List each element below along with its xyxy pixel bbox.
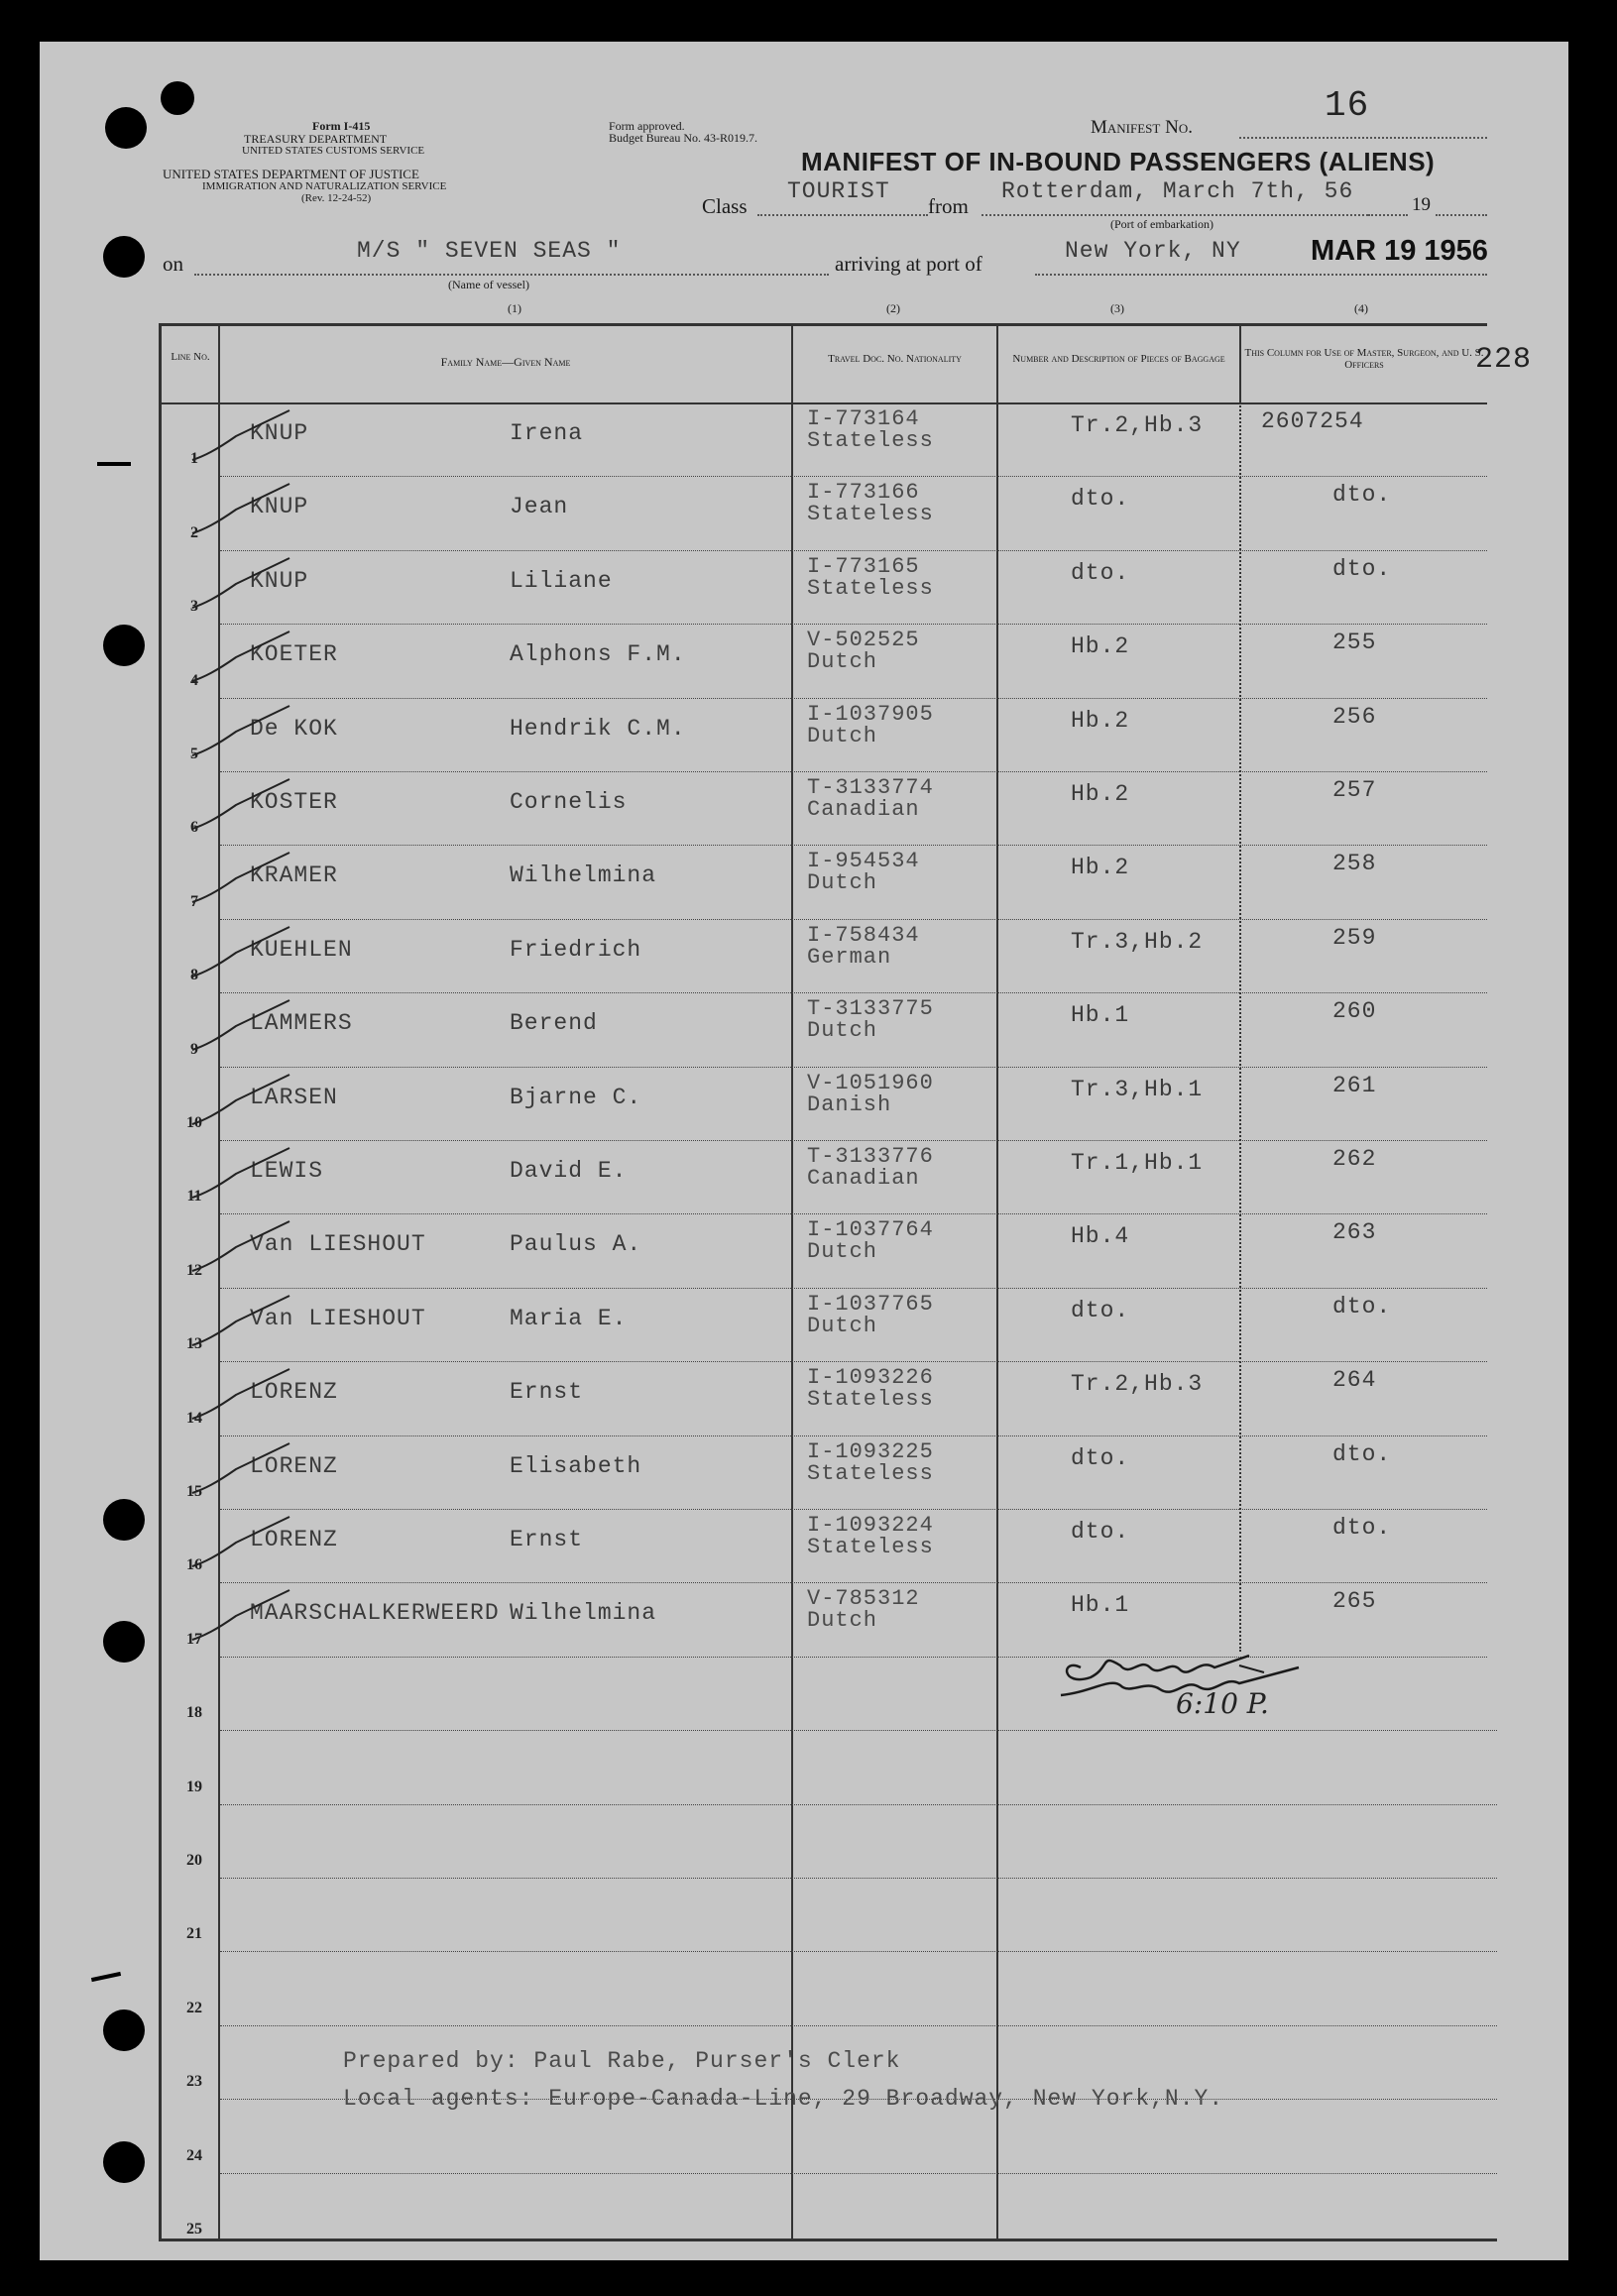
travel-doc-no: T-3133774 [807, 775, 934, 800]
col-number-3: (3) [1110, 301, 1124, 315]
line-number: 20 [186, 1852, 202, 1869]
line-number: 1 [190, 450, 198, 467]
travel-doc-no: I-954534 [807, 849, 920, 873]
baggage: Hb.2 [1071, 708, 1130, 734]
check-mark-icon [186, 1071, 295, 1140]
line-number: 6 [190, 819, 198, 836]
row-divider [220, 1361, 1487, 1362]
family-name: LARSEN [250, 1085, 338, 1110]
line-number: 12 [186, 1262, 202, 1279]
vessel-caption: (Name of vessel) [448, 278, 529, 291]
travel-doc-no: T-3133775 [807, 996, 934, 1021]
header-baggage: Number and Description of Pieces of Baggage [1012, 353, 1225, 365]
arriving-label: arriving at port of [835, 252, 982, 276]
travel-doc-no: V-785312 [807, 1586, 920, 1611]
nationality: Stateless [807, 1461, 934, 1486]
given-name: Alphons F.M. [510, 641, 686, 667]
baggage: Tr.2,Hb.3 [1071, 412, 1204, 438]
check-mark-icon [186, 849, 295, 918]
line-number: 7 [190, 893, 198, 910]
officer-note: dto. [1332, 482, 1392, 508]
given-name: Friedrich [510, 937, 642, 963]
baggage: dto. [1071, 1298, 1130, 1323]
line-number: 22 [186, 2000, 202, 2016]
family-name: KRAMER [250, 862, 338, 888]
prepared-by: Prepared by: Paul Rabe, Purser's Clerk [343, 2048, 901, 2074]
punch-hole [103, 236, 145, 278]
travel-doc-no: V-1051960 [807, 1071, 934, 1095]
check-mark-icon [186, 480, 295, 549]
officer-note: 2607254 [1261, 408, 1364, 434]
row-divider [220, 1288, 1487, 1289]
travel-doc-no: I-1093226 [807, 1365, 934, 1390]
row-divider [220, 771, 1487, 772]
nationality: Dutch [807, 870, 878, 895]
punch-hole [161, 81, 194, 115]
line-number: 3 [190, 598, 198, 615]
given-name: Maria E. [510, 1306, 628, 1331]
form-approved: Form approved. [609, 119, 685, 133]
baggage: Hb.1 [1071, 1592, 1130, 1618]
family-name: LORENZ [250, 1453, 338, 1479]
officer-note: 261 [1332, 1073, 1377, 1098]
nationality: German [807, 945, 892, 970]
punch-hole [103, 1499, 145, 1541]
given-name: Berend [510, 1010, 598, 1036]
line-number: 5 [190, 746, 198, 762]
baggage: dto. [1071, 560, 1130, 586]
row-divider [220, 550, 1487, 551]
officer-note: 264 [1332, 1367, 1377, 1393]
given-name: Bjarne C. [510, 1085, 642, 1110]
row-divider [220, 1509, 1487, 1510]
nationality: Canadian [807, 1166, 920, 1191]
arrival-date-stamp: MAR 19 1956 [1311, 235, 1488, 267]
travel-doc-no: I-1037905 [807, 702, 934, 727]
travel-doc-no: V-502525 [807, 628, 920, 652]
family-name: LEWIS [250, 1158, 324, 1184]
officer-note: 256 [1332, 704, 1377, 730]
officer-note: 259 [1332, 925, 1377, 951]
row-divider [220, 1730, 1497, 1731]
family-name: KOSTER [250, 789, 338, 815]
manifest-title: MANIFEST OF IN-BOUND PASSENGERS (ALIENS) [801, 147, 1436, 176]
nationality: Canadian [807, 797, 920, 822]
class-label: Class [702, 194, 748, 218]
col-number-4: (4) [1354, 301, 1368, 315]
port-embarkation-caption: (Port of embarkation) [1110, 217, 1213, 231]
line-number: 21 [186, 1925, 202, 1942]
form-number: Form I-415 [312, 119, 371, 133]
line-number: 2 [190, 524, 198, 541]
given-name: David E. [510, 1158, 628, 1184]
line-number: 9 [190, 1041, 198, 1058]
row-divider [220, 1213, 1487, 1214]
row-divider [220, 1067, 1487, 1068]
given-name: Irena [510, 420, 584, 446]
travel-doc-no: I-758434 [807, 923, 920, 948]
family-name: Van LIESHOUT [250, 1231, 426, 1257]
officer-note: 258 [1332, 851, 1377, 876]
row-divider [220, 992, 1487, 993]
justice-dept: UNITED STATES DEPARTMENT OF JUSTICE [163, 167, 419, 181]
check-mark-icon [186, 1439, 295, 1509]
check-mark-icon [186, 554, 295, 624]
on-label: on [163, 252, 183, 276]
officer-note: 260 [1332, 998, 1377, 1024]
nationality: Dutch [807, 649, 878, 674]
row-divider [220, 1804, 1497, 1805]
row-divider [220, 1878, 1497, 1879]
from-label: from [928, 194, 969, 218]
officer-note: 255 [1332, 630, 1377, 655]
given-name: Cornelis [510, 789, 628, 815]
family-name: LORENZ [250, 1379, 338, 1405]
officer-note: dto. [1332, 1294, 1392, 1320]
officer-note: dto. [1332, 1515, 1392, 1541]
manifest-no-label: Manifest No. [1091, 117, 1193, 138]
baggage: Hb.2 [1071, 633, 1130, 659]
baggage: Tr.2,Hb.3 [1071, 1371, 1204, 1397]
budget-bureau: Budget Bureau No. 43-R019.7. [609, 131, 757, 145]
class-value: TOURIST [787, 178, 890, 204]
given-name: Ernst [510, 1379, 584, 1405]
nationality: Stateless [807, 1387, 934, 1412]
year-prefix: 19 [1412, 194, 1431, 215]
line-number: 18 [186, 1704, 202, 1721]
row-divider [220, 845, 1487, 846]
check-mark-icon [186, 996, 295, 1066]
check-mark-icon [186, 1513, 295, 1582]
port-of-embarkation: Rotterdam, March 7th, 56 [1001, 178, 1354, 204]
baggage: Tr.1,Hb.1 [1071, 1150, 1204, 1176]
given-name: Ernst [510, 1527, 584, 1552]
family-name: KUEHLEN [250, 937, 353, 963]
nationality: Stateless [807, 1535, 934, 1559]
arrival-port: New York, NY [1065, 238, 1241, 264]
baggage: Tr.3,Hb.2 [1071, 929, 1204, 955]
header-family-name: Family Name—Given Name [440, 355, 571, 369]
family-name: Van LIESHOUT [250, 1306, 426, 1331]
punch-hole [103, 1621, 145, 1663]
line-number: 15 [186, 1483, 202, 1500]
officer-note: 263 [1332, 1219, 1377, 1245]
check-mark-icon [186, 1144, 295, 1213]
family-name: De KOK [250, 716, 338, 742]
check-mark-icon [186, 1292, 295, 1361]
line-number: 25 [186, 2221, 202, 2238]
row-divider [220, 1140, 1487, 1141]
family-name: KNUP [250, 494, 309, 519]
baggage: dto. [1071, 486, 1130, 512]
col-number-2: (2) [886, 301, 900, 315]
given-name: Wilhelmina [510, 1600, 657, 1626]
line-number: 19 [186, 1779, 202, 1795]
row-divider [220, 476, 1487, 477]
travel-doc-no: T-3133776 [807, 1144, 934, 1169]
line-number: 8 [190, 967, 198, 983]
customs-service: UNITED STATES CUSTOMS SERVICE [242, 145, 425, 157]
baggage: dto. [1071, 1519, 1130, 1545]
row-divider [220, 919, 1487, 920]
nationality: Dutch [807, 1239, 878, 1264]
local-agents: Local agents: Europe-Canada-Line, 29 Broadway, New York,N.Y. [343, 2086, 1224, 2112]
header-officers: This Column for Use of Master, Surgeon, and U. S. Officers [1244, 347, 1484, 371]
given-name: Liliane [510, 568, 613, 594]
row-divider [220, 1951, 1497, 1952]
nationality: Stateless [807, 502, 934, 526]
officer-note: 265 [1332, 1588, 1377, 1614]
nationality: Dutch [807, 724, 878, 748]
officer-note: 257 [1332, 777, 1377, 803]
travel-doc-no: I-1037764 [807, 1217, 934, 1242]
punch-hole [103, 625, 145, 666]
family-name: KNUP [250, 420, 309, 446]
family-name: KOETER [250, 641, 338, 667]
officer-note: dto. [1332, 1441, 1392, 1467]
given-name: Hendrik C.M. [510, 716, 686, 742]
family-name: LAMMERS [250, 1010, 353, 1036]
nationality: Stateless [807, 428, 934, 453]
baggage: dto. [1071, 1445, 1130, 1471]
line-number: 16 [186, 1556, 202, 1573]
immigration-service: IMMIGRATION AND NATURALIZATION SERVICE [202, 180, 447, 192]
vessel-name: M/S " SEVEN SEAS " [357, 238, 622, 264]
line-number: 4 [190, 672, 198, 689]
manifest-number: 16 [1325, 85, 1370, 126]
row-divider [220, 698, 1487, 699]
col-number-1: (1) [508, 301, 521, 315]
check-mark-icon [186, 923, 295, 992]
baggage: Hb.4 [1071, 1223, 1130, 1249]
binder-mark [97, 462, 131, 466]
check-mark-icon [186, 406, 295, 476]
check-mark-icon [186, 1365, 295, 1435]
row-divider [220, 2025, 1497, 2026]
officer-note: 262 [1332, 1146, 1377, 1172]
row-divider [220, 624, 1487, 625]
baggage: Tr.3,Hb.1 [1071, 1077, 1204, 1102]
travel-doc-no: I-1093224 [807, 1513, 934, 1538]
nationality: Dutch [807, 1608, 878, 1633]
header-line-no: Line No. [171, 351, 210, 363]
family-name: LORENZ [250, 1527, 338, 1552]
baggage: Hb.1 [1071, 1002, 1130, 1028]
check-mark-icon [186, 775, 295, 845]
line-number: 24 [186, 2147, 202, 2164]
punch-hole [105, 107, 147, 149]
travel-doc-no: I-1037765 [807, 1292, 934, 1317]
family-name: MAARSCHALKERWEERD [250, 1600, 500, 1626]
check-mark-icon [186, 628, 295, 697]
nationality: Dutch [807, 1314, 878, 1338]
nationality: Danish [807, 1092, 892, 1117]
officer-note: dto. [1332, 556, 1392, 582]
line-number: 17 [186, 1631, 202, 1648]
given-name: Elisabeth [510, 1453, 642, 1479]
punch-hole [103, 2009, 145, 2051]
nationality: Dutch [807, 1018, 878, 1043]
signature-time: 6:10 P. [1176, 1687, 1269, 1720]
baggage: Hb.2 [1071, 781, 1130, 807]
line-number: 11 [186, 1188, 202, 1205]
treasury-dept: TREASURY DEPARTMENT [244, 132, 388, 146]
line-number: 13 [186, 1335, 202, 1352]
check-mark-icon [186, 702, 295, 771]
line-number: 23 [186, 2073, 202, 2090]
travel-doc-no: I-773165 [807, 554, 920, 579]
given-name: Jean [510, 494, 569, 519]
check-mark-icon [186, 1586, 295, 1656]
page-number: 228 [1475, 343, 1533, 377]
punch-hole [103, 2141, 145, 2183]
row-divider [220, 2173, 1497, 2174]
row-divider [220, 1435, 1487, 1436]
given-name: Paulus A. [510, 1231, 642, 1257]
nationality: Stateless [807, 576, 934, 601]
travel-doc-no: I-773164 [807, 406, 920, 431]
line-number: 10 [186, 1114, 202, 1131]
revision: (Rev. 12-24-52) [301, 192, 372, 204]
travel-doc-no: I-1093225 [807, 1439, 934, 1464]
check-mark-icon [186, 1217, 295, 1287]
line-number: 14 [186, 1410, 202, 1427]
baggage: Hb.2 [1071, 855, 1130, 880]
travel-doc-no: I-773166 [807, 480, 920, 505]
row-divider [220, 1582, 1487, 1583]
family-name: KNUP [250, 568, 309, 594]
given-name: Wilhelmina [510, 862, 657, 888]
header-travel-doc: Travel Doc. No. Nationality [828, 353, 962, 365]
